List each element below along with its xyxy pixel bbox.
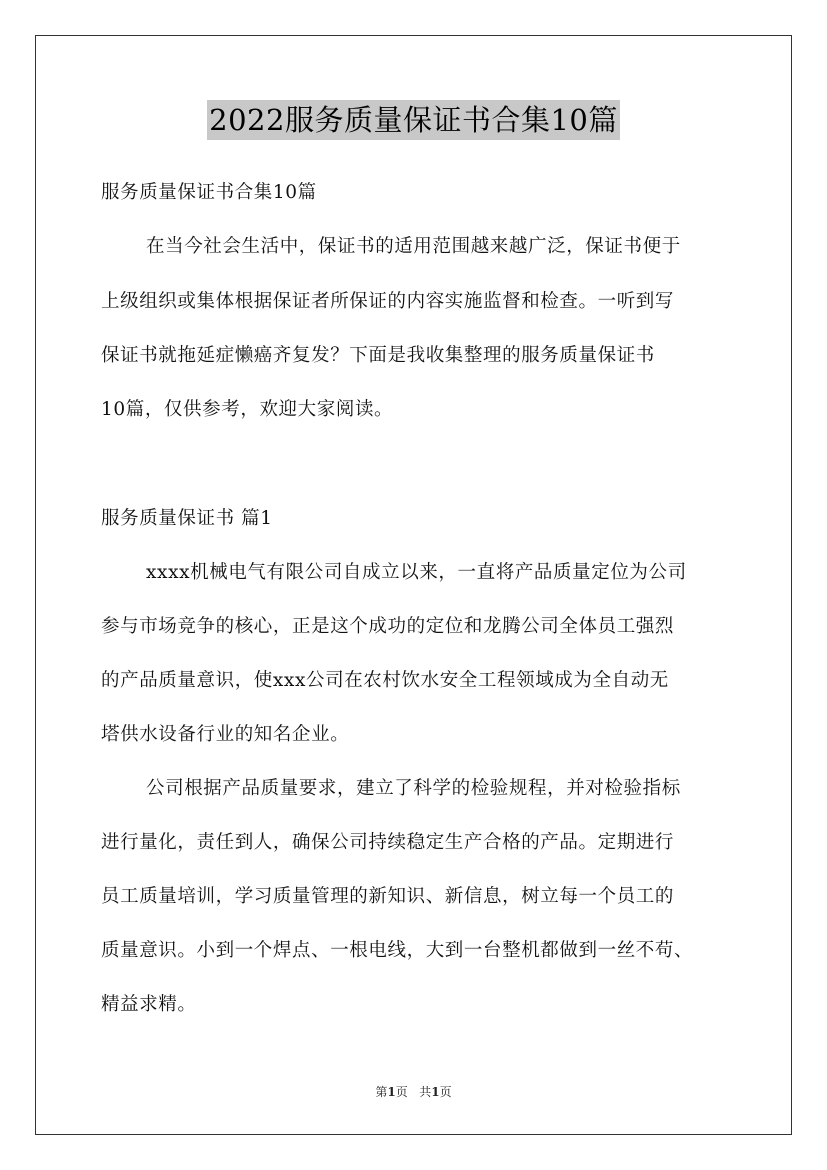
footer-page-number: 1 bbox=[387, 1085, 396, 1099]
intro-line-2: 上级组织或集体根据保证者所保证的内容实施监督和检查。一听到写 bbox=[101, 291, 675, 312]
section1-para2-line-2: 进行量化，责任到人，确保公司持续稳定生产合格的产品。定期进行 bbox=[101, 832, 675, 853]
section1-heading: 服务质量保证书 篇1 bbox=[101, 508, 273, 529]
document-title: 2022服务质量保证书合集10篇 bbox=[207, 100, 620, 140]
intro-line-4: 10篇，仅供参考，欢迎大家阅读。 bbox=[101, 399, 394, 420]
footer-total-number: 1 bbox=[431, 1085, 440, 1099]
page-footer bbox=[0, 1084, 827, 1100]
section1-para1-line-2: 参与市场竞争的核心，正是这个成功的定位和龙腾公司全体员工强烈 bbox=[101, 616, 675, 637]
section1-para2-line-4: 质量意识。小到一个焊点、一根电线，大到一台整机都做到一丝不苟、 bbox=[101, 940, 694, 961]
footer-page-suffix: 页 bbox=[395, 1085, 408, 1099]
section1-para2-line-1: 公司根据产品质量要求，建立了科学的检验规程，并对检验指标 bbox=[146, 778, 681, 799]
footer-total-prefix: 共 bbox=[419, 1085, 432, 1099]
intro-line-1: 在当今社会生活中，保证书的适用范围越来越广泛，保证书便于 bbox=[146, 236, 681, 257]
footer-page-prefix: 第 bbox=[375, 1085, 388, 1099]
document-subtitle: 服务质量保证书合集10篇 bbox=[101, 182, 317, 203]
section1-para1-line-1: xxxx机械电气有限公司自成立以来，一直将产品质量定位为公司 bbox=[146, 562, 687, 583]
section1-para2-line-3: 员工质量培训，学习质量管理的新知识、新信息，树立每一个员工的 bbox=[101, 886, 675, 907]
section1-para2-line-5: 精益求精。 bbox=[101, 994, 197, 1015]
intro-line-3: 保证书就拖延症懒癌齐复发？下面是我收集整理的服务质量保证书 bbox=[101, 345, 655, 366]
section1-para1-line-4: 塔供水设备行业的知名企业。 bbox=[101, 724, 350, 745]
section1-para1-line-3: 的产品质量意识，使xxx公司在农村饮水安全工程领域成为全自动无 bbox=[101, 670, 669, 691]
title-container bbox=[0, 100, 827, 140]
footer-total-suffix: 页 bbox=[439, 1085, 452, 1099]
